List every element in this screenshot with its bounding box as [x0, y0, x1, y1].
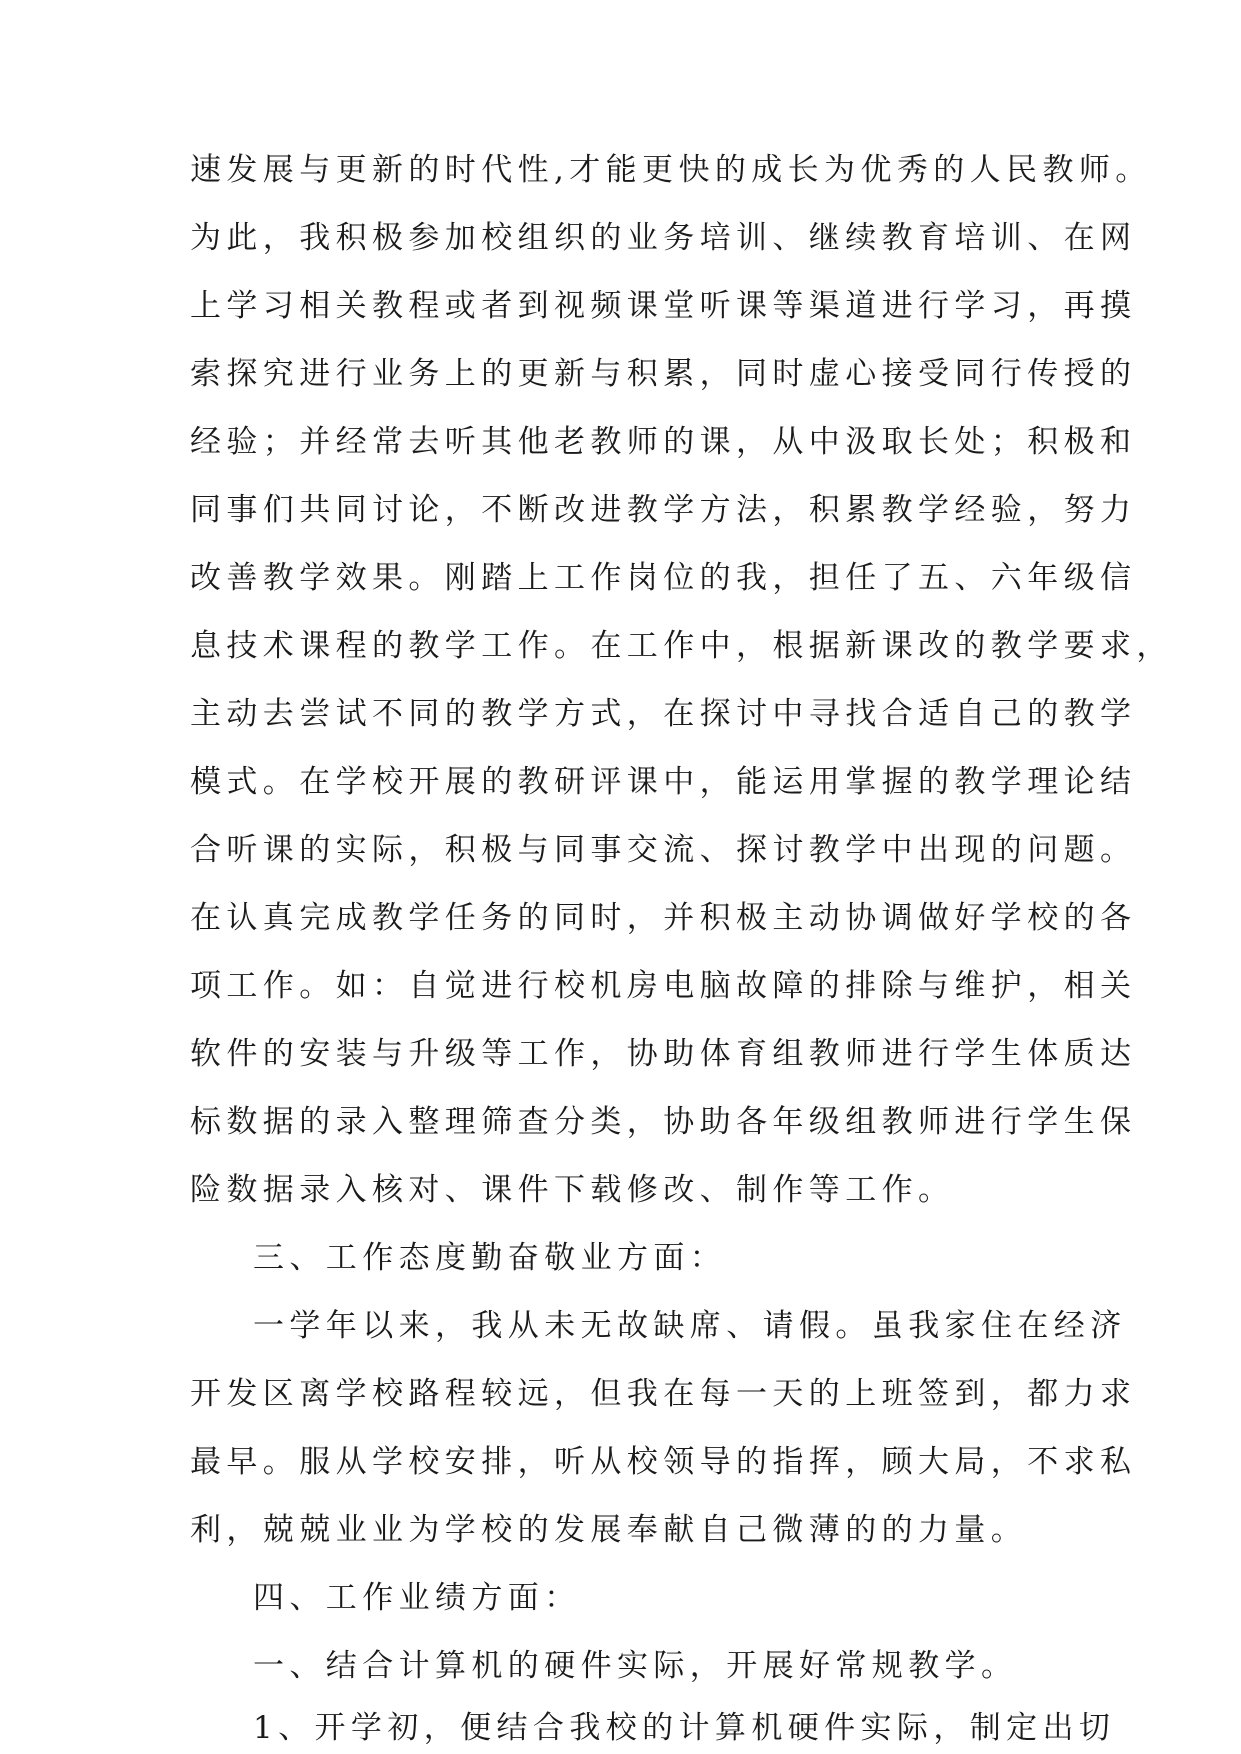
- section-heading: 三、工作态度勤奋敬业方面：: [253, 1240, 727, 1276]
- text-line: 项工作。如：自觉进行校机房电脑故障的排除与维护，相关: [190, 968, 1137, 1004]
- text-line: 开发区离学校路程较远，但我在每一天的上班签到，都力求: [190, 1376, 1137, 1412]
- text-line: 利，兢兢业业为学校的发展奉献自己微薄的的力量。: [190, 1512, 1028, 1548]
- text-line: 在认真完成教学任务的同时，并积极主动协调做好学校的各: [190, 900, 1137, 936]
- section-heading: 四、工作业绩方面：: [253, 1580, 581, 1616]
- text-line: 上学习相关教程或者到视频课堂听课等渠道进行学习，再摸: [190, 288, 1137, 324]
- text-line: 1、开学初，便结合我校的计算机硬件实际，制定出切: [253, 1710, 1116, 1746]
- text-line: 最早。服从学校安排，听从校领导的指挥，顾大局，不求私: [190, 1444, 1137, 1480]
- text-line: 合听课的实际，积极与同事交流、探讨教学中出现的问题。: [190, 832, 1137, 868]
- text-line: 速发展与更新的时代性,才能更快的成长为优秀的人民教师。: [190, 152, 1152, 188]
- subsection-heading: 一、结合计算机的硬件实际，开展好常规教学。: [253, 1648, 1018, 1684]
- text-line: 同事们共同讨论，不断改进教学方法，积累教学经验，努力: [190, 492, 1137, 528]
- text-line: 软件的安装与升级等工作，协助体育组教师进行学生体质达: [190, 1036, 1137, 1072]
- text-line: 主动去尝试不同的教学方式，在探讨中寻找合适自己的教学: [190, 696, 1137, 732]
- text-line: 经验；并经常去听其他老教师的课，从中汲取长处；积极和: [190, 424, 1137, 460]
- text-line: 息技术课程的教学工作。在工作中，根据新课改的教学要求，: [190, 628, 1173, 664]
- text-line: 险数据录入核对、课件下载修改、制作等工作。: [190, 1172, 955, 1208]
- text-line: 改善教学效果。刚踏上工作岗位的我，担任了五、六年级信: [190, 560, 1137, 596]
- text-line: 标数据的录入整理筛查分类，协助各年级组教师进行学生保: [190, 1104, 1137, 1140]
- text-line: 为此，我积极参加校组织的业务培训、继续教育培训、在网: [190, 220, 1137, 256]
- text-line: 索探究进行业务上的更新与积累，同时虚心接受同行传授的: [190, 356, 1137, 392]
- text-line: 一学年以来，我从未无故缺席、请假。虽我家住在经济: [253, 1308, 1127, 1344]
- text-line: 模式。在学校开展的教研评课中，能运用掌握的教学理论结: [190, 764, 1137, 800]
